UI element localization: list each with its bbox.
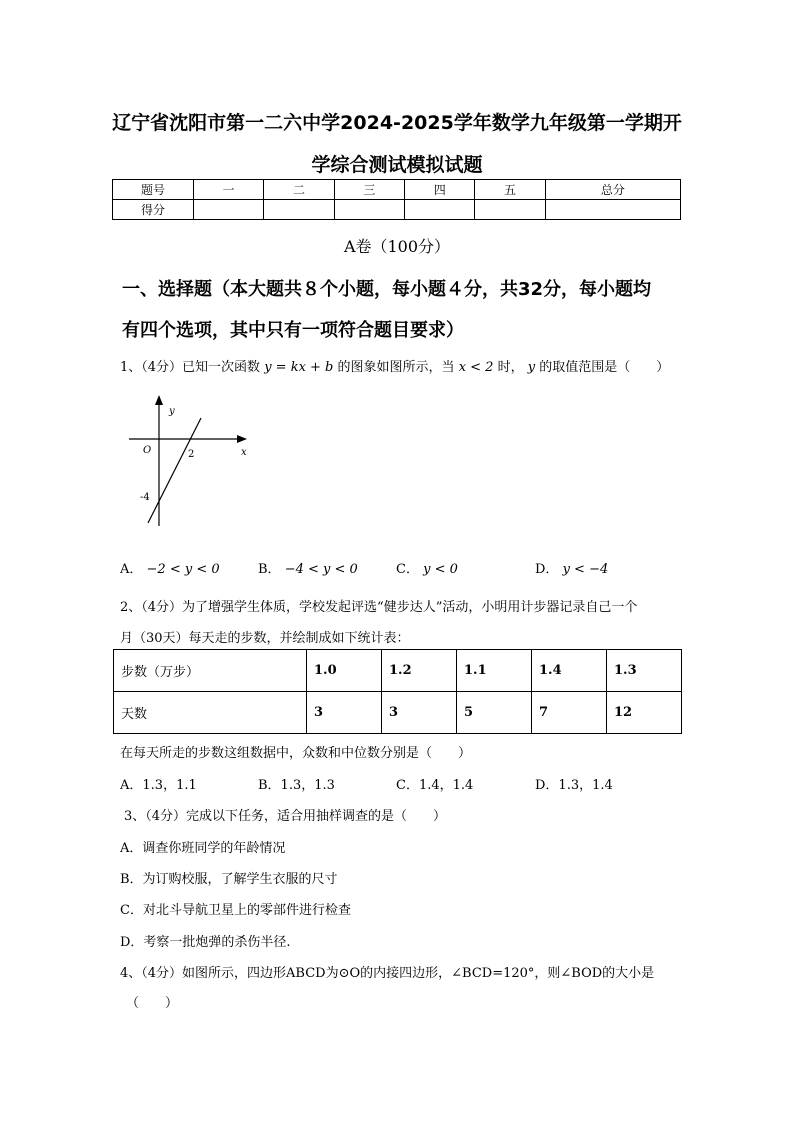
- option-expression: y < 0: [423, 562, 458, 577]
- x-axis-label: x: [241, 447, 247, 458]
- table-cell: [334, 200, 404, 220]
- table-cell: 得分: [113, 200, 194, 220]
- option-expression: −4 < y < 0: [284, 562, 358, 577]
- q2-option-d[interactable]: D．1.3，1.4: [535, 778, 613, 793]
- q2-option-c[interactable]: C．1.4，1.4: [396, 778, 474, 793]
- q1-suffix: 的取值范围是（ ）: [539, 360, 670, 375]
- score-table: [112, 179, 681, 220]
- table-cell: [545, 200, 680, 220]
- q1-option-a[interactable]: [120, 558, 220, 577]
- q4-stem-line2: （ ）: [126, 996, 179, 1011]
- q2-option-a[interactable]: A．1.3，1.1: [120, 778, 197, 793]
- q3-option-b[interactable]: B．为订购校服，了解学生衣服的尺寸: [120, 872, 338, 887]
- option-letter: D．: [535, 562, 559, 577]
- q1-text: 时，: [497, 360, 524, 375]
- section1-heading-line2: 有四个选项，其中只有一项符合题目要求）: [122, 320, 464, 341]
- q1-variable: y: [527, 360, 536, 375]
- table-row: [114, 692, 682, 734]
- table-cell: 1.1: [457, 650, 532, 692]
- table-cell: [475, 200, 545, 220]
- origin-label: O: [143, 445, 152, 456]
- table-cell: 三: [334, 180, 404, 200]
- table-cell: 3: [382, 692, 457, 734]
- table-cell: 12: [607, 692, 682, 734]
- q2-option-b[interactable]: B．1.3，1.3: [258, 778, 335, 793]
- table-cell: 四: [405, 180, 475, 200]
- q3-stem: 3、（4分）完成以下任务，适合用抽样调查的是（ ）: [124, 809, 447, 824]
- q3-option-a[interactable]: A．调查你班同学的年龄情况: [120, 841, 286, 856]
- table-cell: 1.0: [307, 650, 382, 692]
- table-cell: 总分: [545, 180, 680, 200]
- q1-prefix: 1、（4分）已知一次函数: [120, 360, 261, 375]
- table-cell: 一: [194, 180, 264, 200]
- table-cell: 1.4: [532, 650, 607, 692]
- table-cell: 步数（万步）: [114, 650, 307, 692]
- table-cell: 二: [264, 180, 334, 200]
- table-cell: 1.3: [607, 650, 682, 692]
- table-cell: 五: [475, 180, 545, 200]
- option-expression: y < −4: [562, 562, 609, 577]
- score-table-header-row: [113, 180, 681, 200]
- table-cell: [194, 200, 264, 220]
- q1-stem: [120, 356, 669, 375]
- option-expression: −2 < y < 0: [146, 562, 220, 577]
- q2-steps-table: [113, 649, 682, 734]
- q1-option-b[interactable]: [258, 558, 358, 577]
- paper-title-line2: 学综合测试模拟试题: [311, 154, 483, 176]
- table-cell: 1.2: [382, 650, 457, 692]
- option-letter: B．: [258, 562, 281, 577]
- q1-condition: x < 2: [458, 360, 494, 375]
- x-tick-label: 2: [188, 449, 195, 460]
- y-axis-label: y: [169, 406, 175, 417]
- section1-heading-line1: 一、选择题（本大题共８个小题，每小题４分，共32分，每小题均: [122, 279, 652, 300]
- q3-option-c[interactable]: C．对北斗导航卫星上的零部件进行检查: [120, 903, 351, 918]
- q1-function: y = kx + b: [264, 360, 334, 375]
- table-cell: 5: [457, 692, 532, 734]
- table-cell: 题号: [113, 180, 194, 200]
- q2-question: 在每天所走的步数这组数据中，众数和中位数分别是（ ）: [120, 746, 472, 761]
- q2-stem-line1: 2、（4分）为了增强学生体质，学校发起评选“健步达人”活动，小明用计步器记录自己一个: [120, 600, 638, 615]
- paper-title-line1: 辽宁省沈阳市第一二六中学2024-2025学年数学九年级第一学期开: [112, 112, 682, 134]
- q1-function-graph: [125, 392, 255, 532]
- table-row: [114, 650, 682, 692]
- score-table-score-row: [113, 200, 681, 220]
- option-letter: A．: [120, 562, 143, 577]
- table-cell: 3: [307, 692, 382, 734]
- q1-option-d[interactable]: [535, 558, 608, 577]
- q1-option-c[interactable]: [396, 558, 458, 577]
- table-cell: [264, 200, 334, 220]
- paper-part-heading: A卷（100分）: [343, 237, 451, 256]
- option-letter: C．: [396, 562, 419, 577]
- q1-text: 的图象如图所示，当: [337, 360, 455, 375]
- y-tick-label: -4: [140, 492, 150, 503]
- table-cell: [405, 200, 475, 220]
- q2-stem-line2: 月（30天）每天走的步数，并绘制成如下统计表：: [120, 631, 410, 646]
- q4-stem-line1: 4、（4分）如图所示，四边形ABCD为⊙O的内接四边形，∠BCD=120°，则∠BOD的大小是: [120, 966, 655, 981]
- table-cell: 天数: [114, 692, 307, 734]
- q3-option-d[interactable]: D．考察一批炮弹的杀伤半径.: [120, 935, 291, 950]
- table-cell: 7: [532, 692, 607, 734]
